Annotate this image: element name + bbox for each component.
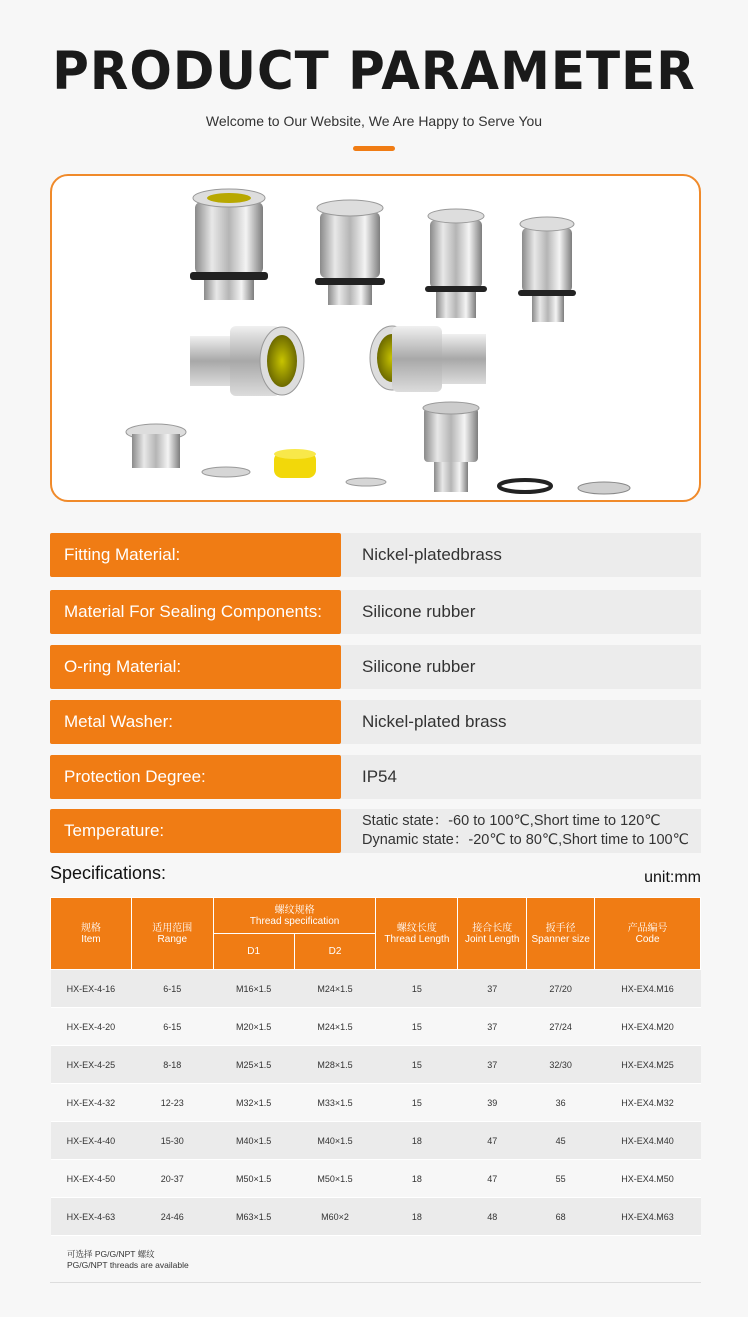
param-label: Metal Washer:: [50, 700, 341, 744]
table-cell: HX-EX4.M32: [595, 1084, 701, 1122]
param-value: Nickel-plated brass: [341, 700, 701, 744]
table-cell: M16×1.5: [213, 970, 294, 1008]
gland-upright-2: [315, 200, 385, 305]
table-cell: M60×2: [294, 1198, 376, 1236]
param-value: Silicone rubber: [341, 645, 701, 689]
param-value: [341, 809, 701, 853]
param-row-temperature: [50, 809, 701, 853]
table-cell: HX-EX4.M20: [595, 1008, 701, 1046]
table-cell: 47: [458, 1160, 527, 1198]
table-cell: 18: [376, 1122, 458, 1160]
param-row-fitting-material: [50, 533, 701, 577]
table-cell: M25×1.5: [213, 1046, 294, 1084]
table-cell: HX-EX-4-20: [51, 1008, 132, 1046]
table-cell: 18: [376, 1160, 458, 1198]
table-cell: HX-EX-4-50: [51, 1160, 132, 1198]
product-photo: [50, 174, 701, 502]
table-cell: 15-30: [131, 1122, 213, 1160]
thread-note: 可选择 PG/G/NPT 螺纹 PG/G/NPT threads are available: [67, 1249, 189, 1270]
table-cell: 8-18: [131, 1046, 213, 1084]
table-cell: HX-EX4.M40: [595, 1122, 701, 1160]
page-title: PRODUCT PARAMETER: [52, 40, 696, 102]
table-cell: HX-EX-4-25: [51, 1046, 132, 1084]
table-cell: M63×1.5: [213, 1198, 294, 1236]
table-row: [51, 1198, 701, 1236]
header-thread-length: 螺纹长度 Thread Length: [376, 898, 458, 970]
table-cell: 12-23: [131, 1084, 213, 1122]
table-cell: 48: [458, 1198, 527, 1236]
param-label: O-ring Material:: [50, 645, 341, 689]
param-value: Silicone rubber: [341, 590, 701, 634]
param-row-sealing-material: [50, 590, 701, 634]
table-cell: 36: [527, 1084, 595, 1122]
table-cell: M40×1.5: [213, 1122, 294, 1160]
param-label: Temperature:: [50, 809, 341, 853]
table-cell: 15: [376, 970, 458, 1008]
table-cell: HX-EX-4-40: [51, 1122, 132, 1160]
header-range: 适用范围 Range: [131, 898, 213, 970]
page-subtitle: Welcome to Our Website, We Are Happy to Serve You: [205, 113, 543, 129]
table-cell: 15: [376, 1008, 458, 1046]
table-cell: 6-15: [131, 1008, 213, 1046]
temperature-static: Static state：-60 to 100℃,Short time to 120℃: [362, 813, 661, 829]
table-cell: M20×1.5: [213, 1008, 294, 1046]
table-cell: 20-37: [131, 1160, 213, 1198]
table-row: [51, 1008, 701, 1046]
table-row: [51, 1122, 701, 1160]
table-cell: HX-EX4.M16: [595, 970, 701, 1008]
gland-bottom-center: [423, 402, 479, 492]
table-cell: HX-EX-4-32: [51, 1084, 132, 1122]
table-row: [51, 1160, 701, 1198]
table-cell: M33×1.5: [294, 1084, 376, 1122]
gland-upright-3: [425, 209, 487, 318]
table-cell: HX-EX-4-16: [51, 970, 132, 1008]
table-cell: M50×1.5: [213, 1160, 294, 1198]
table-cell: M50×1.5: [294, 1160, 376, 1198]
param-label: Material For Sealing Components:: [50, 590, 341, 634]
specifications-table: [50, 897, 701, 1236]
table-cell: 68: [527, 1198, 595, 1236]
gland-upright-4: [518, 217, 576, 322]
table-cell: 37: [458, 1046, 527, 1084]
table-cell: HX-EX-4-63: [51, 1198, 132, 1236]
table-cell: 18: [376, 1198, 458, 1236]
param-value: IP54: [341, 755, 701, 799]
table-cell: 27/24: [527, 1008, 595, 1046]
table-cell: M32×1.5: [213, 1084, 294, 1122]
bottom-divider: [50, 1282, 701, 1283]
gland-side-2: [370, 326, 486, 392]
table-cell: 15: [376, 1046, 458, 1084]
gland-side-1: [190, 326, 304, 396]
header-d2: D2: [294, 934, 376, 970]
table-cell: M40×1.5: [294, 1122, 376, 1160]
gland-upright-1: [190, 189, 268, 300]
header-code: 产品编号 Code: [595, 898, 701, 970]
temperature-dynamic: Dynamic state：-20℃ to 80℃,Short time to 100℃: [362, 832, 689, 848]
table-cell: 15: [376, 1084, 458, 1122]
table-cell: 6-15: [131, 970, 213, 1008]
table-cell: 39: [458, 1084, 527, 1122]
param-label: Fitting Material:: [50, 533, 341, 577]
header-item: 规格 Item: [51, 898, 132, 970]
table-cell: 37: [458, 1008, 527, 1046]
small-gland: [126, 424, 186, 468]
param-row-metal-washer: [50, 700, 701, 744]
param-row-oring-material: [50, 645, 701, 689]
specifications-heading: Specifications:: [50, 863, 167, 883]
table-cell: M28×1.5: [294, 1046, 376, 1084]
table-row: [51, 1046, 701, 1084]
table-cell: M24×1.5: [294, 970, 376, 1008]
param-label: Protection Degree:: [50, 755, 341, 799]
table-cell: 55: [527, 1160, 595, 1198]
header-joint-length: 接合长度 Joint Length: [458, 898, 527, 970]
table-cell: HX-EX4.M50: [595, 1160, 701, 1198]
table-cell: 45: [527, 1122, 595, 1160]
table-cell: M24×1.5: [294, 1008, 376, 1046]
table-cell: HX-EX4.M63: [595, 1198, 701, 1236]
table-row: [51, 970, 701, 1008]
header-thread-spec: 螺纹规格 Thread specification: [213, 898, 376, 934]
table-cell: HX-EX4.M25: [595, 1046, 701, 1084]
param-value: Nickel-platedbrass: [341, 533, 701, 577]
param-row-protection-degree: [50, 755, 701, 799]
accent-divider: [353, 146, 395, 151]
table-cell: 32/30: [527, 1046, 595, 1084]
specifications-unit: unit:mm: [644, 869, 701, 886]
table-cell: 37: [458, 970, 527, 1008]
header-spanner-size: 扳手径 Spanner size: [527, 898, 595, 970]
table-cell: 47: [458, 1122, 527, 1160]
table-row: [51, 1084, 701, 1122]
header-d1: D1: [213, 934, 294, 970]
table-cell: 27/20: [527, 970, 595, 1008]
table-cell: 24-46: [131, 1198, 213, 1236]
